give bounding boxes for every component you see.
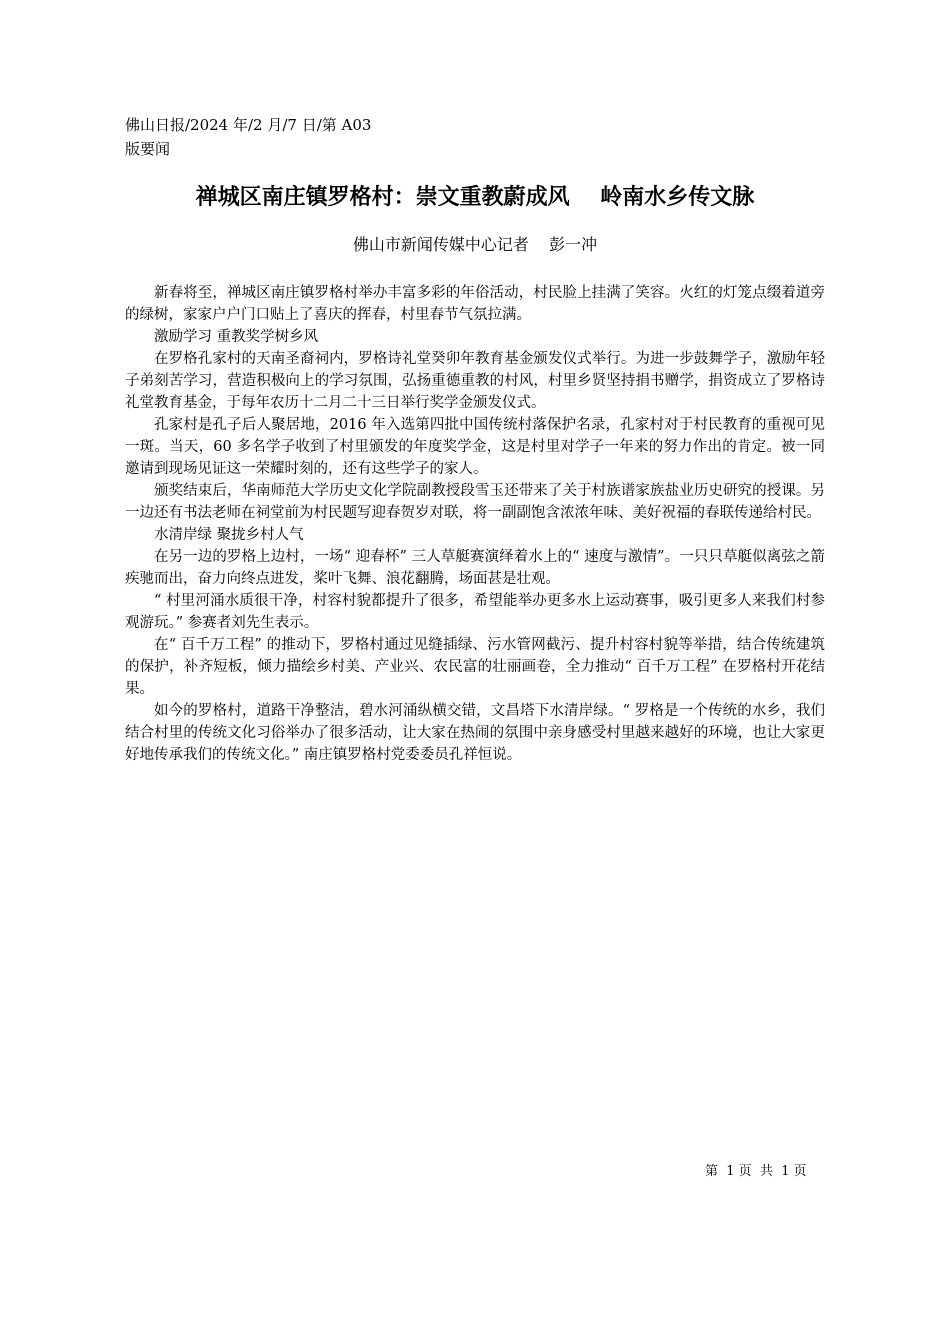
- subheading-water: 水清岸绿 聚拢乡村人气: [154, 527, 304, 543]
- paragraph-fund-ceremony: 在罗格孔家村的天南圣裔祠内，罗格诗礼堂癸卯年教育基金颁发仪式举行。为进一步鼓舞学子，激励年轻子弟刻苦学习，营造积极向上的学习氛围，弘扬重德重教的村风，村里乡贤坚持捐书赠学，捐资成立了罗格诗礼堂教育基金，于每年农历十二月二十三日举行奖学金颁发仪式。: [125, 351, 825, 411]
- publication-source: 佛山日报/2024 年/2 月/7 日/第 A03: [125, 116, 372, 134]
- paragraph-quote-liu: “ 村里河涌水质很干净，村容村貌都提升了很多，希望能举办更多水上运动赛事，吸引更多人来我们村参观游玩。” 参赛者刘先生表示。: [125, 593, 825, 631]
- paragraph-intro: 新春将至，禅城区南庄镇罗格村举办丰富多彩的年俗活动，村民脸上挂满了笑容。火红的灯笼点缀着道旁的绿树，家家户户门口贴上了喜庆的挥春，村里春节气氛拉满。: [125, 285, 825, 323]
- paragraph-lecture: 颁奖结束后，华南师范大学历史文化学院副教授段雪玉还带来了关于村族谱家族盐业历史研究的授课。另一边还有书法老师在祠堂前为村民题写迎春贺岁对联，将一副副饱含浓浓年味、美好祝福的春联传递给村民。: [125, 483, 825, 521]
- paragraph-project: 在“ 百千万工程” 的推动下，罗格村通过见缝插绿、污水管网截污、提升村容村貌等举措，结合传统建筑的保护，补齐短板，倾力描绘乡村美、产业兴、农民富的壮丽画卷，全力推动“ 百千万工程” 在罗格村开花结果。: [125, 637, 825, 697]
- article-byline: 佛山市新闻传媒中心记者 彭一冲: [352, 235, 598, 254]
- subheading-study: 激励学习 重教奖学树乡风: [154, 329, 319, 345]
- article-title: 禅城区南庄镇罗格村：崇文重教蔚成风 岭南水乡传文脉: [195, 185, 755, 210]
- paragraph-closing: 如今的罗格村，道路干净整洁，碧水河涌纵横交错，文昌塔下水清岸绿。“ 罗格是一个传统的水乡，我们结合村里的传统文化习俗举办了很多活动，让大家在热闹的氛围中亲身感受村里越来越好的环境，也让大家更好地传承我们的传统文化。” 南庄镇罗格村党委委员孔祥恒说。: [125, 703, 825, 763]
- paragraph-boat-race: 在另一边的罗格上边村，一场“ 迎春杯” 三人草艇赛演绎着水上的“ 速度与激情”。一只只草艇似离弦之箭疾驰而出，奋力向终点进发，桨叶飞舞、浪花翻腾，场面甚是壮观。: [125, 549, 825, 587]
- article-body: [125, 282, 825, 766]
- page-number: 第 1 页 共 1 页: [705, 1164, 807, 1179]
- publication-section: 版要闻: [125, 140, 171, 158]
- publication-info: [125, 113, 371, 161]
- paragraph-kong-village: 孔家村是孔子后人聚居地，2016 年入选第四批中国传统村落保护名录，孔家村对于村民教育的重视可见一斑。当天，60 多名学子收到了村里颁发的年度奖学金，这是村里对学子一年来的努力作出的肯定。被一同邀请到现场见证这一荣耀时刻的，还有这些学子的家人。: [125, 417, 825, 477]
